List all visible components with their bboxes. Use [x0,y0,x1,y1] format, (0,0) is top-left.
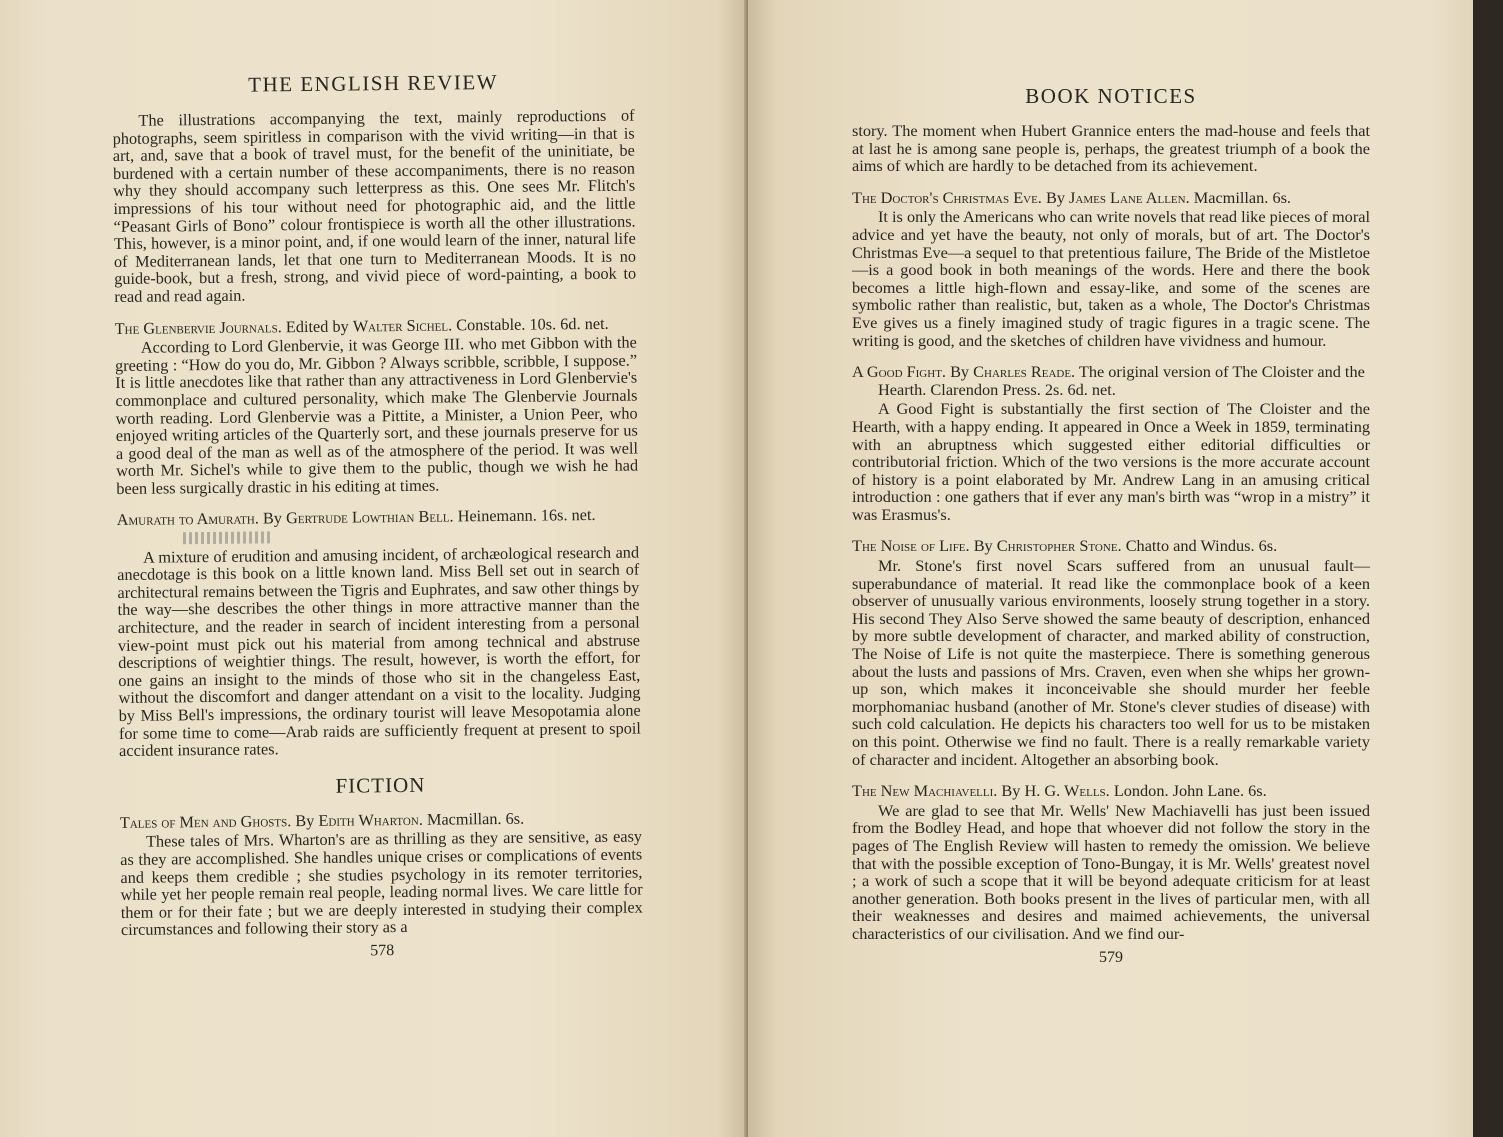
entry-heading [852,363,1370,398]
left-column [112,69,643,963]
book-title: Amurath to Amurath. [116,508,259,530]
book-author: James Lane Allen. [1069,187,1190,207]
right-column [852,84,1370,966]
book-publisher: Constable. [456,314,526,334]
book-author: Walter Sichel. [352,314,453,336]
book-author: Charles Reade. [973,362,1076,382]
book-title: The New Machiavelli. [852,781,998,801]
editor-prefix: By [1001,781,1021,801]
book-title: A Good Fight. [852,362,946,382]
editor-prefix: By [295,810,315,830]
book-publisher: Heinemann. [457,506,537,526]
book-title: The Noise of Life. [852,536,970,556]
left-page [0,0,748,1137]
book-price: 6s. [1272,187,1291,207]
review-body: We are glad to see that Mr. Wells' New Machiavelli has just been issued from the Bodley Head, and hope that whoever did not follow the story in the pages of The English Review will hasten to remedy the omission. We believe that with the possible exception of Tono-Bungay, it is Mr. Wells' greatest novel ; a work of such a scope that it will be beyond adequate criticism for at least another generation. Both books present in the lives of particular men, with all their weaknesses and desires and maimed achievements, the universal characteristics of our civilisation. And we find our- [852,800,1370,943]
entry-heading [852,782,1370,800]
page-number: 578 [370,942,395,960]
editor-prefix: Edited by [285,316,349,336]
library-stamp-mark [183,532,273,545]
entry-heading [852,189,1370,207]
review-body: A mixture of erudition and amusing incident, of archæological research and anecdotage is this book on a little known land. Miss Bell set out in search of architectural remains between the Tigris and Euphrates, and saw other things by the way—she describes the other things in more attractive manner than the architecture, and the reader in search of incident interesting from a personal view-point must pick out his material from among technical and abstruse descriptions of weightier things. The result, however, is worth the effort, for one gains an insight to the minds of those who sit in the changeless East, without the discomfort and danger attendant on a visit to the locality. Judging by Miss Bell's impressions, the ordinary tourist will leave Mesopotamia alone for some time to come—Arab raids are sufficiently frequent at present to spoil accident insurance rates. [117,542,641,761]
running-head: BOOK NOTICES [1025,84,1197,108]
review-body: A Good Fight is substantially the first section of The Cloister and the Hearth, with a happy ending. It appeared in Once a Week in 1859, terminating with an abruptness which suggested either editorial difficulties or contributorial friction. Which of the two versions is the more accurate account of history is a point elaborated by Mr. Andrew Lang in an amusing critical introduction : one gathers that if ever any man's birth was “wrop in a mistry” it was Erasmus's. [852,399,1370,524]
editor-prefix: By [262,508,283,528]
editor-prefix: By [973,536,993,556]
book-price: 10s. 6d. net. [529,313,609,334]
book-author: Christopher Stone. [996,536,1122,556]
intro-paragraph: The illustrations accompanying the text, mainly reproductions of photographs, seem spiritless in comparison with the vivid writing—in that is art, and, save that a book of travel must, for the benefit of the uninitiate, be burdened with a certain number of these accompaniments, there is no reason why they should accompany such letterpress as this. One sees Mr. Flitch's impressions of his tour without need for photographic aid, and the little “Peasant Girls of Bono” colour frontispiece is worth all the other illustrations. This, however, is a minor point, and, if one would learn of the inner, natural life of Mediterranean lands, let that one turn to Mediterranean Moods. It is no guide-book, but a fresh, strong, and vivid piece of word-painting, a book to read and read again. [112,105,637,306]
page-edge-shadow [1473,0,1488,1137]
book-price: 6s. [1258,536,1278,556]
review-body: According to Lord Glenbervie, it was George III. who met Gibbon with the greeting : “How do you do, Mr. Gibbon ? Always scribble, scribble, I suppose.” It is little anecdotes like that rather than any attractiveness in Lord Glenbervie's commonplace and cultured personality, which make The Glenbervie Journals worth reading. Lord Glenbervie was a Pittite, a Minister, a Union Peer, who enjoyed writing articles of the Quarterly sort, and these journals preserve for us a good deal of the man as well as of the atmosphere of the period. It was well worth Mr. Sichel's while to give them to the public, though we wish he had been less surgically drastic in his editing at times. [114,332,639,498]
right-page [748,0,1488,1137]
entry-heading [852,537,1370,555]
book-price: 6s. [1248,781,1267,801]
continuation-paragraph: story. The moment when Hubert Grannice enters the mad-house and feels that at last he is among sane people is, perhaps, the greatest triumph of a book the aims of which are hardly to be detached from its achievement. [852,121,1370,176]
book-publisher: Chatto and Windus. [1125,536,1255,556]
book-author: H. G. Wells. [1024,781,1110,801]
book-author: Gertrude Lowthian Bell. [285,506,454,528]
book-price: 16s. net. [540,505,596,526]
book-price: 6s. [505,808,525,828]
section-title: FICTION [335,772,426,798]
book-publisher: The original version of The Cloister and the Hearth. Clarendon Press. [878,362,1365,399]
book-author: Edith Wharton. [318,809,423,830]
book-publisher: Macmillan. [1193,187,1269,207]
review-body: These tales of Mrs. Wharton's are as thrilling as they are sensitive, as easy as they are accomplished. She handles unique crises or complications of events and keeps them credible ; she studies psychology in its remoter territories, while yet her people remain real people, leading normal lives. We care little for them or for their fate ; but we are deeply interested in studying their complex circumstances and following their story as a [120,826,643,940]
book-title: The Glenbervie Journals. [114,316,282,338]
running-head: THE ENGLISH REVIEW [248,69,499,97]
book-publisher: London. John Lane. [1113,781,1245,801]
review-body: It is only the Americans who can write novels that read like pieces of moral advice and yet have the beauty, not only of morals, but of art. The Doctor's Christmas Eve—a sequel to that pretentious failure, The Bride of the Mistletoe—is a good book in both meanings of the words. Here and there the book becomes a little high-flown and essay-like, and some of the scenes are symbolic rather than realistic, but, taken as a whole, The Doctor's Christmas Eve gives us a finely imagined study of tragic figures in a tragic scene. The writing is good, and the sketches of children have vividness and humour. [852,207,1370,350]
review-body: Mr. Stone's first novel Scars suffered from an unusual fault—superabundance of material. It read like the commonplace book of a keen observer of unusually various environments, loosely strung together in a story. His second They Also Serve showed the same beauty of description, enhanced by more subtle development of character, and marked ability of construction, The Noise of Life is not quite the masterpiece. There is something generous about the lusts and passions of Mrs. Craven, even when she whips her grown-up son, which makes it inconceivable she should murder her feeble morphomaniac husband (another of Mr. Stone's clever studies of disease) with such cold calculation. He depicts his characters too well for us to be mistaken on this point. Otherwise we find no fault. There is a really remarkable variety of character and incident. Altogether an absorbing book. [852,556,1370,769]
page-number: 579 [1099,948,1123,966]
book-title: The Doctor's Christmas Eve. [852,187,1042,207]
editor-prefix: By [950,362,970,382]
book-title: Tales of Men and Ghosts. [119,810,292,832]
editor-prefix: By [1045,187,1065,207]
book-price: 2s. 6d. net. [1044,379,1116,399]
book-publisher: Macmillan. [426,808,502,829]
entry-heading [117,506,639,547]
